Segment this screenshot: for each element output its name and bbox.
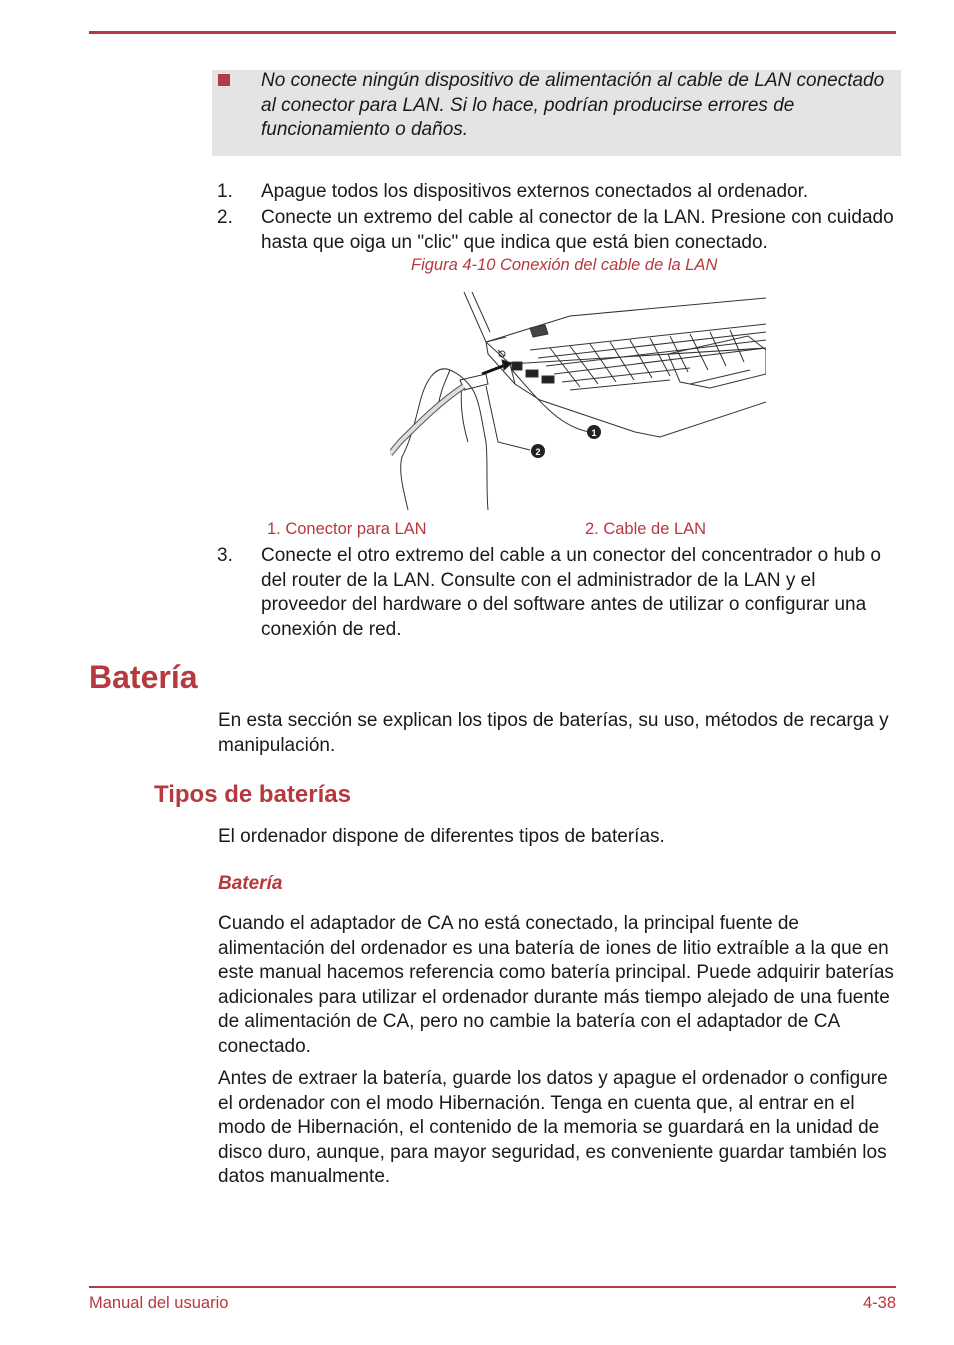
warning-note-text: No conecte ningún dispositivo de alimentación al cable de LAN conectado al conector para LAN. Si lo hace, podrían producirse errores de funcionamiento o daños. bbox=[261, 70, 885, 140]
header-rule bbox=[89, 31, 896, 34]
footer-page-number: 4-38 bbox=[862, 1294, 896, 1312]
note-bullet-icon bbox=[218, 74, 230, 86]
figure-caption: Figura 4-10 Conexión del cable de la LAN bbox=[411, 256, 718, 274]
step-2-number: 2. bbox=[217, 207, 233, 228]
callout-2-label: 2 bbox=[535, 447, 541, 457]
step-3-number: 3. bbox=[217, 545, 233, 566]
step-3-text: Conecte el otro extremo del cable a un conector del concentrador o hub o del router de la LAN. Consulte con el administrador de la LAN y el proveedor del hardware o del software antes de utilizar o configurar una conexión de red. bbox=[261, 545, 881, 640]
subsection-title: Tipos de baterías bbox=[154, 781, 351, 808]
step-1-number: 1. bbox=[217, 181, 233, 202]
section-intro: En esta sección se explican los tipos de baterías, su uso, métodos de recarga y manipulación. bbox=[218, 710, 889, 756]
footer-manual-title: Manual del usuario bbox=[89, 1294, 229, 1312]
lan-connection-figure bbox=[390, 292, 766, 510]
figure-legend-1: 1. Conector para LAN bbox=[267, 520, 427, 538]
step-1-text: Apague todos los dispositivos externos conectados al ordenador. bbox=[261, 181, 809, 202]
figure-legend-2: 2. Cable de LAN bbox=[585, 520, 707, 538]
callout-1-label: 1 bbox=[591, 428, 597, 438]
subsection-intro: El ordenador dispone de diferentes tipos de baterías. bbox=[218, 826, 665, 847]
battery-paragraph-2: Antes de extraer la batería, guarde los datos y apague el ordenador o configure el ordenador con el modo Hibernación. Tenga en cuenta que, al entrar en el modo de Hibernación, el contenido de la memoria se guardará en la unidad de disco duro, aunque, para mayor seguridad, es conveniente guardar también los datos manualmente. bbox=[218, 1068, 888, 1187]
section-title: Batería bbox=[89, 659, 198, 695]
battery-heading: Batería bbox=[218, 873, 283, 894]
battery-paragraph-1: Cuando el adaptador de CA no está conectado, la principal fuente de alimentación del ordenador es una batería de iones de litio extraíble a la que en este manual hacemos referencia como batería principal. Puede adquirir baterías adicionales para utilizar el ordenador durante más tiempo alejado de una fuente de alimentación de CA, pero no cambie la batería con el adaptador de CA conectado. bbox=[218, 913, 894, 1057]
step-2-text: Conecte un extremo del cable al conector de la LAN. Presione con cuidado hasta que oiga un "clic" que indica que está bien conectado. bbox=[261, 207, 894, 253]
footer-rule bbox=[89, 1286, 896, 1288]
laptop-lan-illustration bbox=[390, 292, 766, 510]
